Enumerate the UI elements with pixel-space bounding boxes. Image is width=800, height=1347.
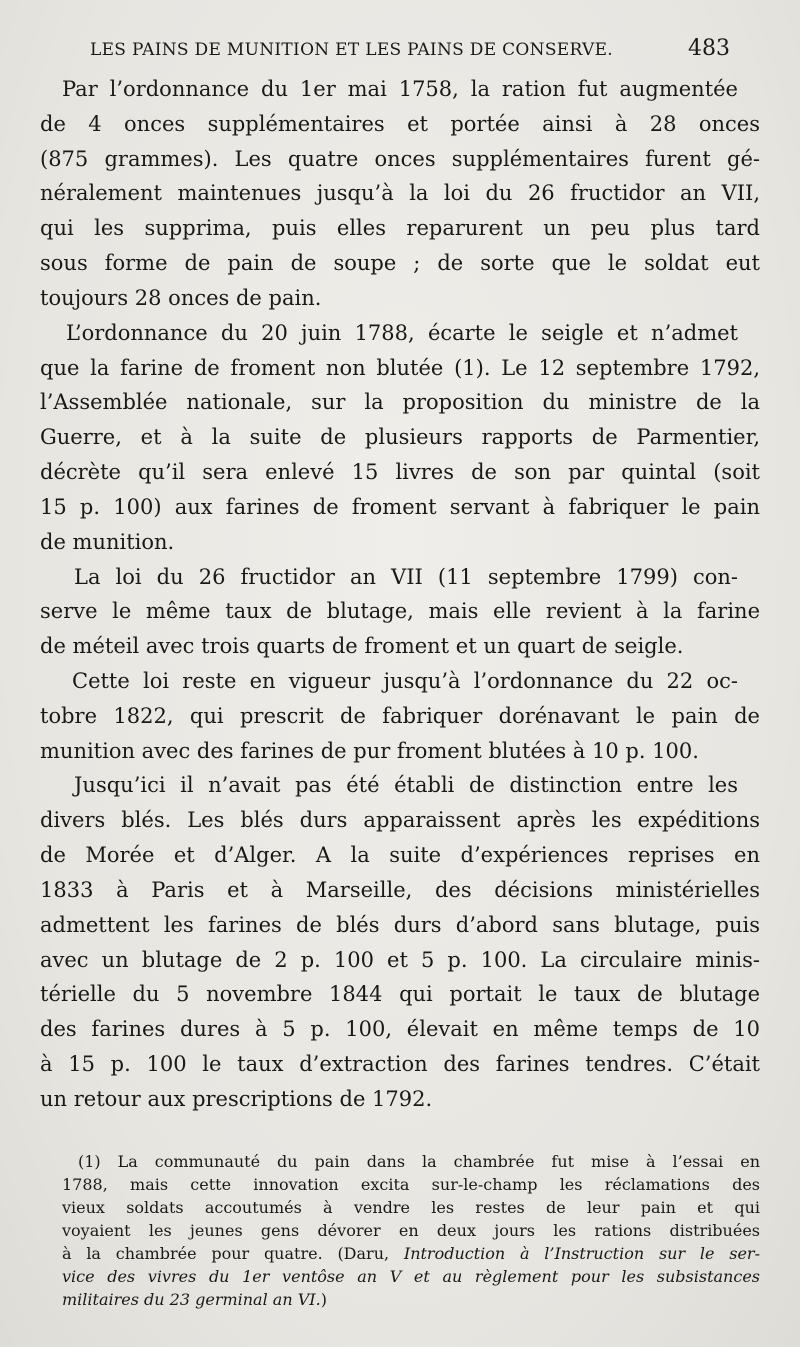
body-line: Cette loi reste en vigueur jusqu’à l’ordonnance du 22 oc- xyxy=(72,669,738,693)
body-line: de 4 onces supplémentaires et portée ainsi à 28 onces xyxy=(40,112,760,136)
body-line: néralement maintenues jusqu’à la loi du 26 fructidor an VII, xyxy=(40,181,760,205)
footnote-line-with-citation xyxy=(62,1242,760,1265)
footnote-text: à la chambrée pour quatre. (Daru, xyxy=(62,1244,390,1263)
running-header xyxy=(90,36,750,64)
citation-title-line: vice des vivres du 1er ventôse an V et au règlement pour les subsistances xyxy=(62,1267,760,1286)
footnote-line: 1788, mais cette innovation excita sur-le-champ les réclamations des xyxy=(62,1175,760,1194)
footnote-line: voyaient les jeunes gens dévorer en deux jours les rations distribuées xyxy=(62,1221,760,1240)
body-line: 15 p. 100) aux farines de froment servant à fabriquer le pain xyxy=(40,495,760,519)
body-line: des farines dures à 5 p. 100, élevait en même temps de 10 xyxy=(40,1017,760,1041)
body-line: munition avec des farines de pur froment blutées à 10 p. 100. xyxy=(40,739,699,763)
body-line: à 15 p. 100 le taux d’extraction des farines tendres. C’était xyxy=(40,1052,760,1076)
page-number: 483 xyxy=(688,36,730,61)
body-line: sous forme de pain de soupe ; de sorte que le soldat eut xyxy=(40,251,760,275)
body-line: décrète qu’il sera enlevé 15 livres de son par quintal (soit xyxy=(40,460,760,484)
body-line: de Morée et d’Alger. A la suite d’expériences reprises en xyxy=(40,843,760,867)
footnote-line: (1) La communauté du pain dans la chambrée fut mise à l’essai en xyxy=(78,1152,760,1171)
citation-title: militaires du 23 germinal an VI. xyxy=(62,1290,321,1309)
body-line: qui les supprima, puis elles reparurent un peu plus tard xyxy=(40,216,760,240)
citation-title: Introduction à l’Instruction sur le ser- xyxy=(403,1244,760,1263)
footnote-line: vieux soldats accoutumés à vendre les restes de leur pain et qui xyxy=(62,1198,760,1217)
body-line: Jusqu’ici il n’avait pas été établi de distinction entre les xyxy=(74,773,738,797)
body-line: tobre 1822, qui prescrit de fabriquer dorénavant le pain de xyxy=(40,704,760,728)
body-line: L’ordonnance du 20 juin 1788, écarte le seigle et n’admet xyxy=(66,321,738,345)
body-line: Par l’ordonnance du 1er mai 1758, la ration fut augmentée xyxy=(62,77,738,101)
body-line: 1833 à Paris et à Marseille, des décisions ministérielles xyxy=(40,878,760,902)
body-line: un retour aux prescriptions de 1792. xyxy=(40,1087,433,1111)
body-line: l’Assemblée nationale, sur la proposition du ministre de la xyxy=(40,390,760,414)
body-line: divers blés. Les blés durs apparaissent après les expéditions xyxy=(40,808,760,832)
body-line: que la farine de froment non blutée (1). Le 12 septembre 1792, xyxy=(40,356,760,380)
citation-close: ) xyxy=(320,1290,327,1309)
body-line: de munition. xyxy=(40,530,175,554)
body-line: Guerre, et à la suite de plusieurs rapports de Parmentier, xyxy=(40,425,760,449)
body-line: toujours 28 onces de pain. xyxy=(40,286,322,310)
running-title: LES PAINS DE MUNITION ET LES PAINS DE CONSERVE. xyxy=(90,40,613,60)
citation-title-line-end xyxy=(62,1288,760,1311)
body-line: térielle du 5 novembre 1844 qui portait le taux de blutage xyxy=(40,982,760,1006)
body-line: serve le même taux de blutage, mais elle revient à la farine xyxy=(40,599,760,623)
body-line: (875 grammes). Les quatre onces supplémentaires furent gé- xyxy=(40,147,760,171)
body-line: La loi du 26 fructidor an VII (11 septembre 1799) con- xyxy=(74,565,738,589)
body-line: de méteil avec trois quarts de froment et un quart de seigle. xyxy=(40,634,684,658)
body-line: avec un blutage de 2 p. 100 et 5 p. 100. La circulaire minis- xyxy=(40,948,760,972)
body-line: admettent les farines de blés durs d’abord sans blutage, puis xyxy=(40,913,760,937)
